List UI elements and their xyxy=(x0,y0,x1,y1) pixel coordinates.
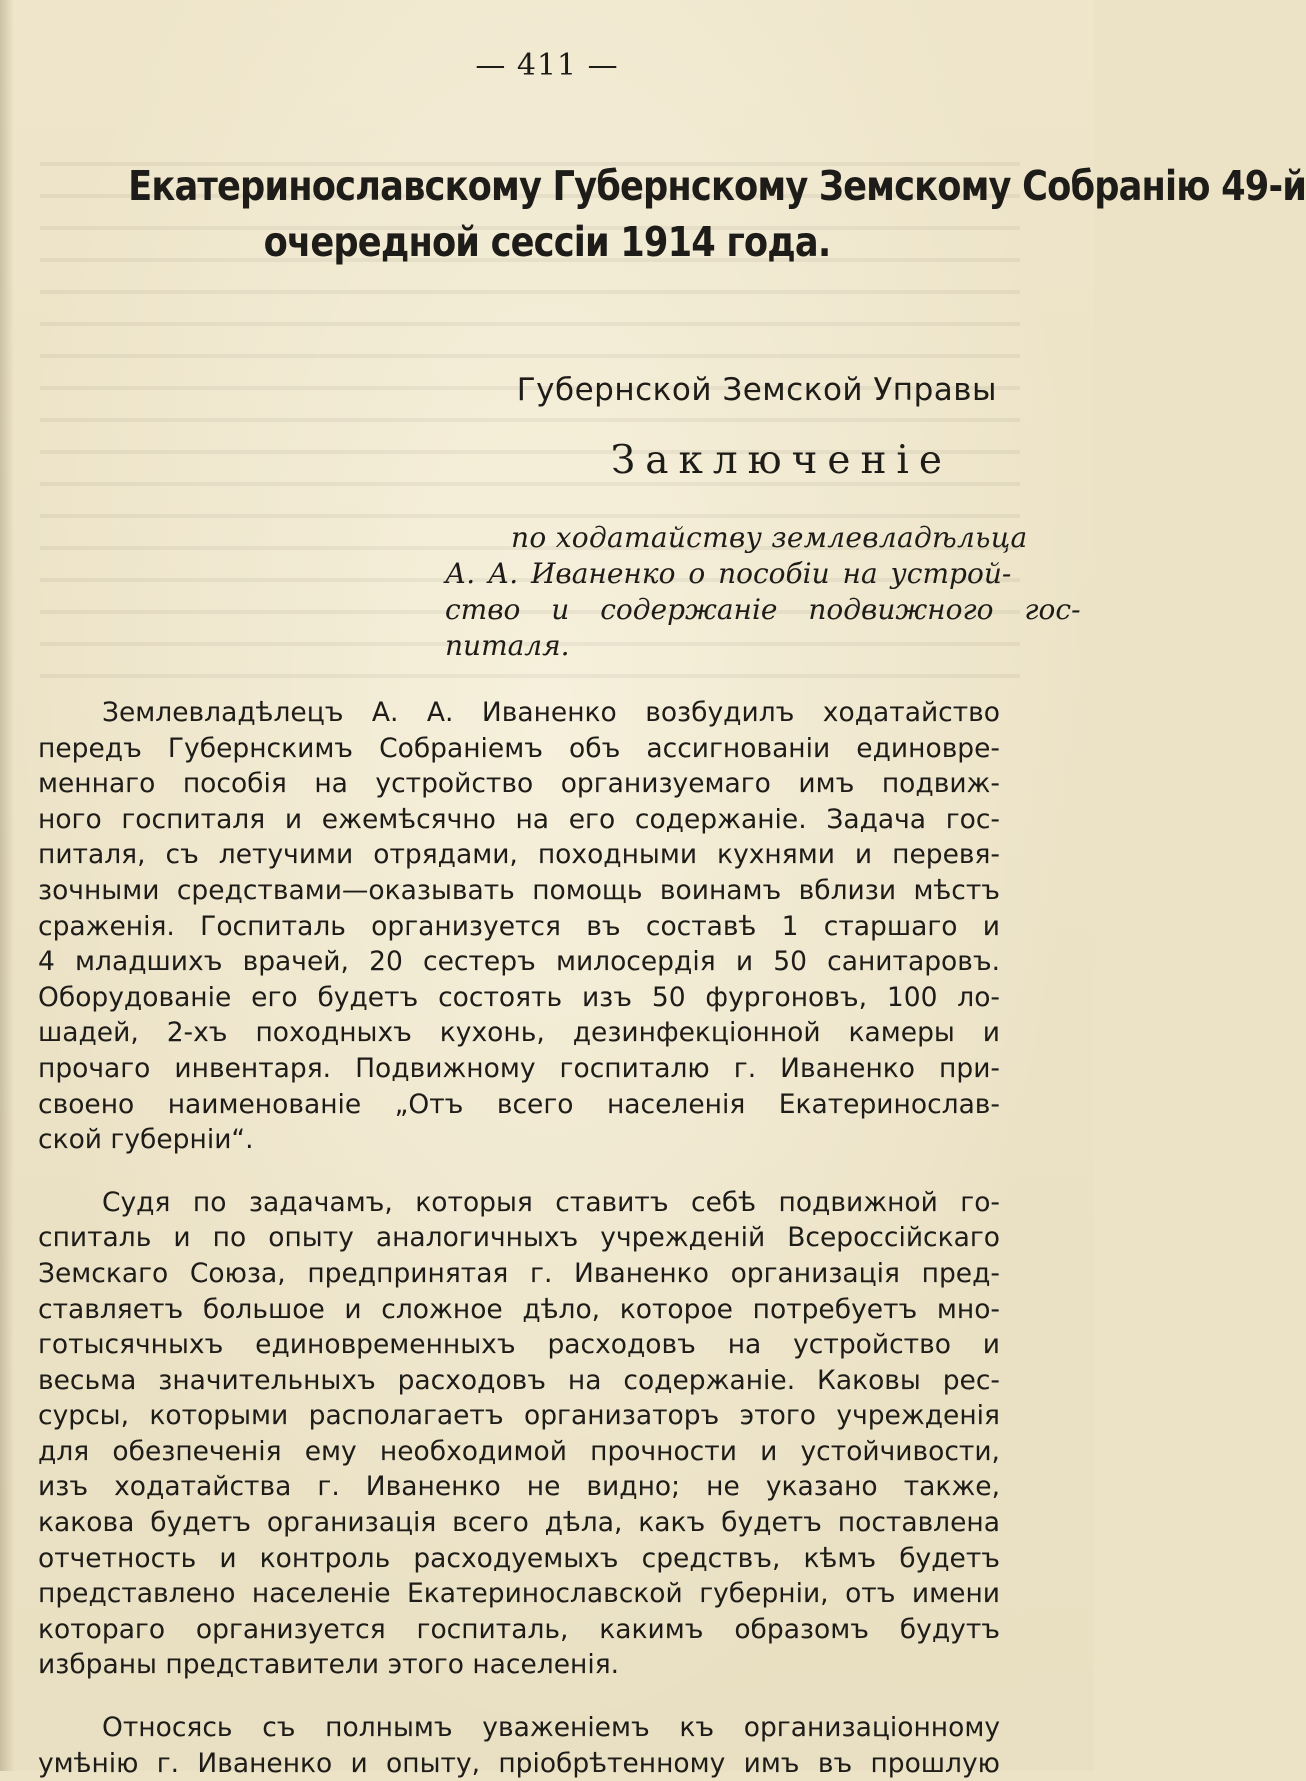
text-line: ставляетъ большое и сложное дѣло, которое потребуетъ мно- xyxy=(38,1293,1000,1325)
text-line: какова будетъ организація всего дѣла, какъ будетъ поставлена xyxy=(38,1507,1000,1539)
text-line: для обезпеченія ему необходимой прочности и устойчивости, xyxy=(38,1435,1000,1467)
body-text xyxy=(38,695,1000,1781)
text-line: передъ Губернскимъ Собраніемъ объ ассигнованіи единовре- xyxy=(38,732,1000,764)
section-heading: Заключеніе xyxy=(610,438,952,483)
subject-block xyxy=(445,520,1081,664)
subject-line-1: по ходатайству землевладѣльца xyxy=(511,521,1028,554)
text-line: спиталь и по опыту аналогичныхъ учрежденій Всероссійскаго xyxy=(38,1222,1000,1254)
text-line: Земскаго Союза, предпринятая г. Иваненко организація пред- xyxy=(38,1257,1000,1289)
text-line: Оборудованіе его будетъ состоять изъ 50 фургоновъ, 100 ло- xyxy=(38,981,1000,1013)
text-line: ской губерніи“. xyxy=(38,1124,254,1156)
text-line: шадей, 2-хъ походныхъ кухонь, дезинфекціонной камеры и xyxy=(38,1017,1000,1049)
issuing-authority: Губернской Земской Управы xyxy=(516,372,997,408)
document-title xyxy=(128,158,1306,270)
text-line: Относясь съ полнымъ уваженіемъ къ организаціонному xyxy=(102,1712,1000,1744)
text-line: сурсы, которыми располагаетъ организаторъ этого учрежденія xyxy=(38,1400,1000,1432)
paragraph xyxy=(38,695,1000,1158)
text-line: избраны представители этого населенія. xyxy=(38,1649,620,1681)
text-line: котораго организуется госпиталь, какимъ образомъ будутъ xyxy=(38,1613,1000,1645)
text-line: Землевладѣлецъ А. А. Иваненко возбудилъ ходатайство xyxy=(102,697,1000,728)
paragraph-gap xyxy=(38,1683,1000,1710)
text-line: питаля, съ летучими отрядами, походными кухнями и перевя- xyxy=(38,839,1000,871)
text-line: сраженія. Госпиталь организуется въ составѣ 1 старшаго и xyxy=(38,910,1000,942)
text-line: своено наименованіе „Отъ всего населенія Екатеринослав- xyxy=(38,1088,1000,1120)
subject-line-2: А. А. Иваненко о пособіи на устрой- xyxy=(445,557,1012,590)
text-line: отчетность и контроль расходуемыхъ средствъ, кѣмъ будетъ xyxy=(38,1542,1000,1574)
text-line: 4 младшихъ врачей, 20 сестеръ милосердія и 50 санитаровъ. xyxy=(38,946,1000,978)
text-line: изъ ходатайства г. Иваненко не видно; не указано также, xyxy=(38,1471,1000,1503)
text-line: готысячныхъ единовременныхъ расходовъ на устройство и xyxy=(38,1329,1000,1361)
title-line-1: Екатеринославскому Губернскому Земскому Собранію 49-й xyxy=(128,162,1306,210)
text-line: зочными средствами—оказывать помощь воинамъ вблизи мѣстъ xyxy=(38,874,1000,906)
text-line: ного госпиталя и ежемѣсячно на его содержаніе. Задача гос- xyxy=(38,803,1000,835)
subject-line-3: ство и содержаніе подвижного гос- xyxy=(445,593,1081,626)
text-line: умѣнію г. Иваненко и опыту, пріобрѣтенному имъ въ прошлую xyxy=(38,1747,1000,1779)
text-line: представлено населеніе Екатеринославской губерніи, отъ имени xyxy=(38,1578,1000,1610)
title-line-2: очередной сессіи 1914 года. xyxy=(263,218,831,266)
text-line: прочаго инвентаря. Подвижному госпиталю г. Иваненко при- xyxy=(38,1052,1000,1084)
paragraph xyxy=(38,1185,1000,1683)
page-number: — 411 — xyxy=(475,48,619,83)
paragraph-gap xyxy=(38,1158,1000,1185)
paragraph xyxy=(38,1710,1000,1781)
page-edge-shadow xyxy=(0,0,14,1771)
text-line: меннаго пособія на устройство организуемаго имъ подвиж- xyxy=(38,768,1000,800)
text-line: Судя по задачамъ, которыя ставитъ себѣ подвижной го- xyxy=(102,1186,1000,1218)
text-line: весьма значительныхъ расходовъ на содержаніе. Каковы рес- xyxy=(38,1364,1000,1396)
subject-line-4: питаля. xyxy=(445,629,570,662)
